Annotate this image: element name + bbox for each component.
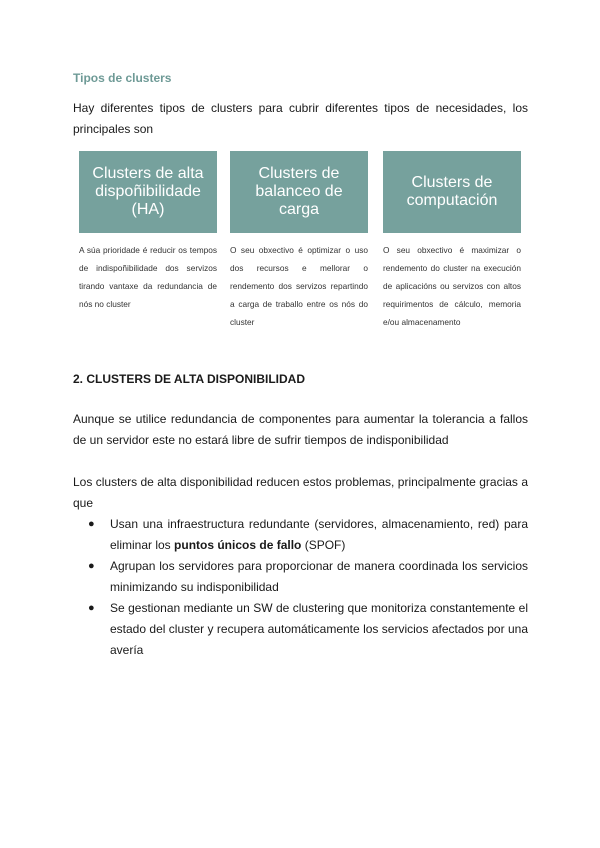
intro-paragraph: Hay diferentes tipos de clusters para cubrir diferentes tipos de necesidades, los principales son — [73, 101, 528, 136]
list-item — [73, 514, 528, 556]
bullet-icon: ● — [88, 602, 95, 614]
list-item-text: Usan una infraestructura redundante (servidores, almacenamiento, red) para eliminar los — [110, 517, 528, 552]
card-description: A súa prioridade é reducir os tempos de indispoñibilidade dos servizos tirando vantaxe da redundancia de nós no cluster — [79, 245, 217, 309]
list-item — [73, 598, 528, 661]
bullet-icon: ● — [88, 518, 95, 530]
card-title: Clusters de alta dispoñibilidade (HA) — [79, 151, 217, 233]
card-description: O seu obxectivo é optimizar o uso dos recursos e mellorar o rendemento dos servizos repartindo a carga de traballo entre os nós do cluster — [230, 245, 368, 327]
card-computing — [383, 151, 521, 331]
emphasis-text: puntos únicos de fallo — [174, 538, 302, 552]
section-title: 2. CLUSTERS DE ALTA DISPONIBILIDAD — [73, 372, 306, 386]
cluster-types-diagram — [79, 151, 521, 346]
card-description: O seu obxectivo é maximizar o rendemento do cluster na execución de aplicacións ou servizos con altos requirimentos de cálculo, memoria e/ou almacenamento — [383, 245, 521, 327]
list-item — [73, 556, 528, 598]
list-item-text: Se gestionan mediante un SW de clustering que monitoriza constantemente el estado del cluster y recupera automáticamente los servicios afectados por una avería — [110, 601, 528, 657]
paragraph: Aunque se utilice redundancia de componentes para aumentar la tolerancia a fallos de un servidor este no estará libre de sufrir tiempos de indisponibilidad — [73, 412, 528, 447]
card-title: Clusters de computación — [383, 151, 521, 233]
paragraph: Los clusters de alta disponibilidad reducen estos problemas, principalmente gracias a que — [73, 475, 528, 510]
card-load-balancing — [230, 151, 368, 331]
list-item-text: Agrupan los servidores para proporcionar de manera coordinada los servicios minimizando su indisponibilidad — [110, 559, 528, 594]
bullet-icon: ● — [88, 560, 95, 572]
bullet-list — [73, 514, 528, 661]
card-ha — [79, 151, 217, 313]
card-title: Clusters de balanceo de carga — [230, 151, 368, 233]
subheading: Tipos de clusters — [73, 71, 172, 85]
list-item-text-end: (SPOF) — [301, 538, 346, 552]
